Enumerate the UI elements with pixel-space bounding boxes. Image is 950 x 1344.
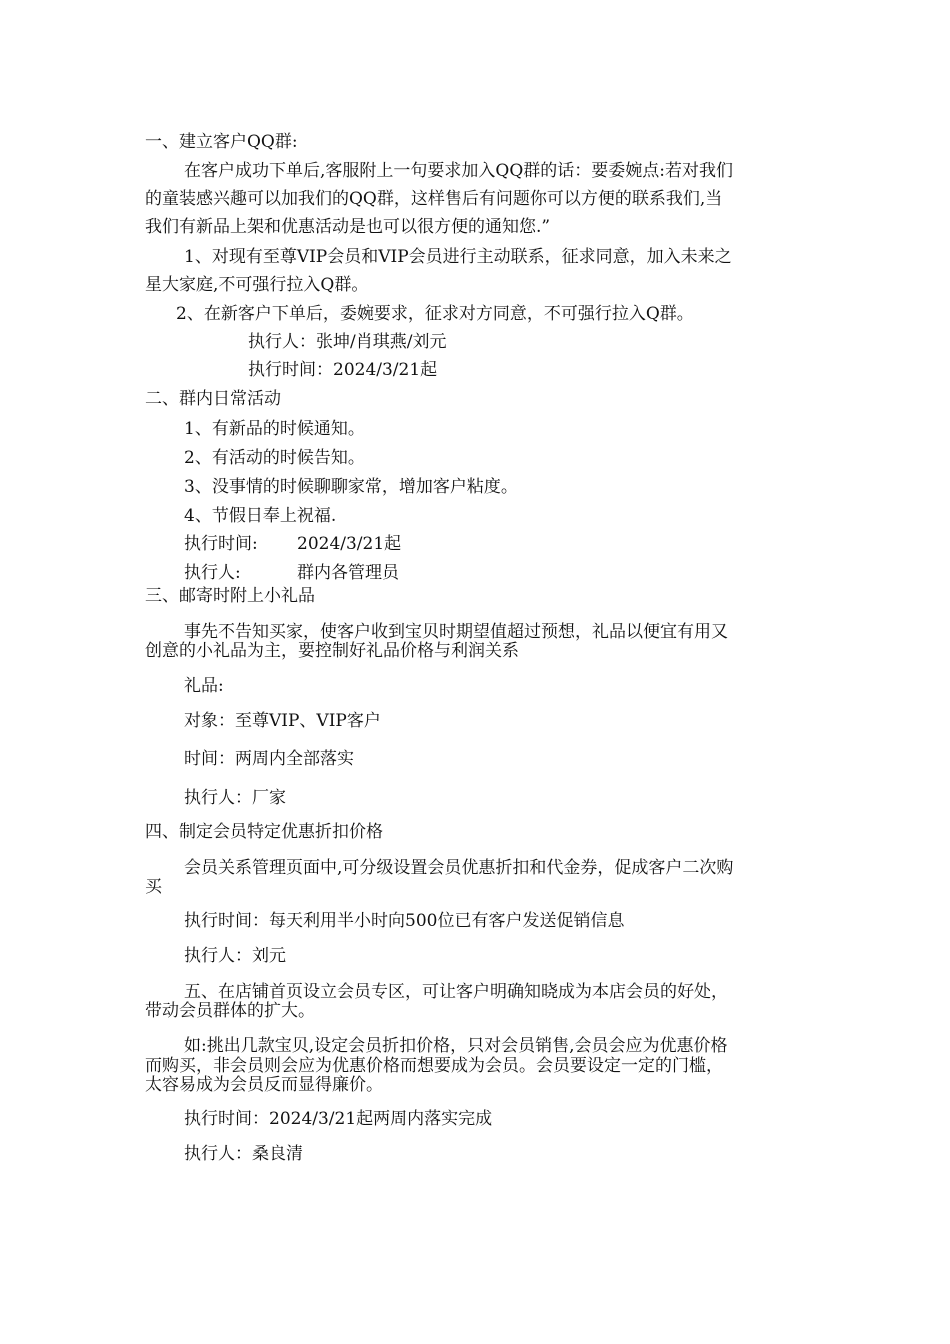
- section-3-time: 时间：两周内全部落实: [184, 749, 354, 769]
- section-2-executor-label: 执行人:: [184, 563, 241, 583]
- section-1-item-2: 2、在新客户下单后，委婉要求，征求对方同意，不可强行拉入Q群。: [176, 304, 694, 324]
- section-5-paragraph-2-line-1: 如:挑出几款宝贝,设定会员折扣价格，只对会员销售,会员会应为优惠价格: [184, 1036, 728, 1056]
- section-1-item-1-line-2: 星大家庭,不可强行拉入Q群。: [145, 275, 369, 295]
- section-5-paragraph-2-line-3: 太容易成为会员反而显得廉价。: [145, 1075, 383, 1095]
- section-3-paragraph-line-2: 创意的小礼品为主，要控制好礼品价格与利润关系: [145, 641, 519, 661]
- section-5-time: 执行时间：2024/3/21起两周内落实完成: [184, 1109, 493, 1129]
- section-1-heading: 一、建立客户QQ群:: [145, 132, 298, 152]
- section-5-paragraph-1-line-1: 五、在店铺首页设立会员专区，可让客户明确知晓成为本店会员的好处，: [184, 982, 728, 1002]
- section-1-paragraph-line-3: 我们有新品上架和优惠活动是也可以很方便的通知您.”: [145, 217, 551, 237]
- section-3-target: 对象：至尊VIP、VIP客户: [184, 711, 381, 731]
- section-1-item-1-line-1: 1、对现有至尊VIP会员和VIP会员进行主动联系，征求同意，加入未来之: [184, 247, 732, 267]
- section-2-executor-value: 群内各管理员: [297, 563, 399, 583]
- section-4-time: 执行时间：每天利用半小时向500位已有客户发送促销信息: [184, 911, 625, 931]
- section-3-paragraph-line-1: 事先不告知买家，使客户收到宝贝时期望值超过预想，礼品以便宜有用又: [184, 622, 728, 642]
- section-3-gift: 礼品:: [184, 676, 224, 696]
- section-2-item-4: 4、节假日奉上祝福.: [184, 506, 337, 526]
- section-2-time-label: 执行时间:: [184, 534, 258, 554]
- section-2-time-value: 2024/3/21起: [297, 534, 402, 554]
- section-2-item-2: 2、有活动的时候告知。: [184, 448, 365, 468]
- section-5-paragraph-1-line-2: 带动会员群体的扩大。: [145, 1001, 315, 1021]
- section-2-item-3: 3、没事情的时候聊聊家常，增加客户粘度。: [184, 477, 518, 497]
- section-4-executor: 执行人：刘元: [184, 946, 286, 966]
- section-3-heading: 三、邮寄时附上小礼品: [145, 586, 315, 606]
- section-2-heading: 二、群内日常活动: [145, 389, 281, 409]
- section-1-executor: 执行人：张坤/肖琪燕/刘元: [248, 332, 447, 352]
- section-5-paragraph-2-line-2: 而购买，非会员则会应为优惠价格而想要成为会员。会员要设定一定的门槛，: [145, 1056, 723, 1076]
- section-1-time: 执行时间：2024/3/21起: [248, 360, 438, 380]
- section-2-item-1: 1、有新品的时候通知。: [184, 419, 365, 439]
- section-4-paragraph-line-2: 买: [145, 877, 162, 897]
- section-1-paragraph-line-1: 在客户成功下单后,客服附上一句要求加入QQ群的话：要委婉点:若对我们: [184, 161, 734, 181]
- section-4-heading: 四、制定会员特定优惠折扣价格: [145, 822, 383, 842]
- section-3-executor: 执行人：厂家: [184, 788, 286, 808]
- section-1-paragraph-line-2: 的童装感兴趣可以加我们的QQ群，这样售后有问题你可以方便的联系我们,当: [145, 189, 723, 209]
- section-4-paragraph-line-1: 会员关系管理页面中,可分级设置会员优惠折扣和代金券，促成客户二次购: [184, 858, 734, 878]
- section-5-executor: 执行人：桑良清: [184, 1144, 303, 1164]
